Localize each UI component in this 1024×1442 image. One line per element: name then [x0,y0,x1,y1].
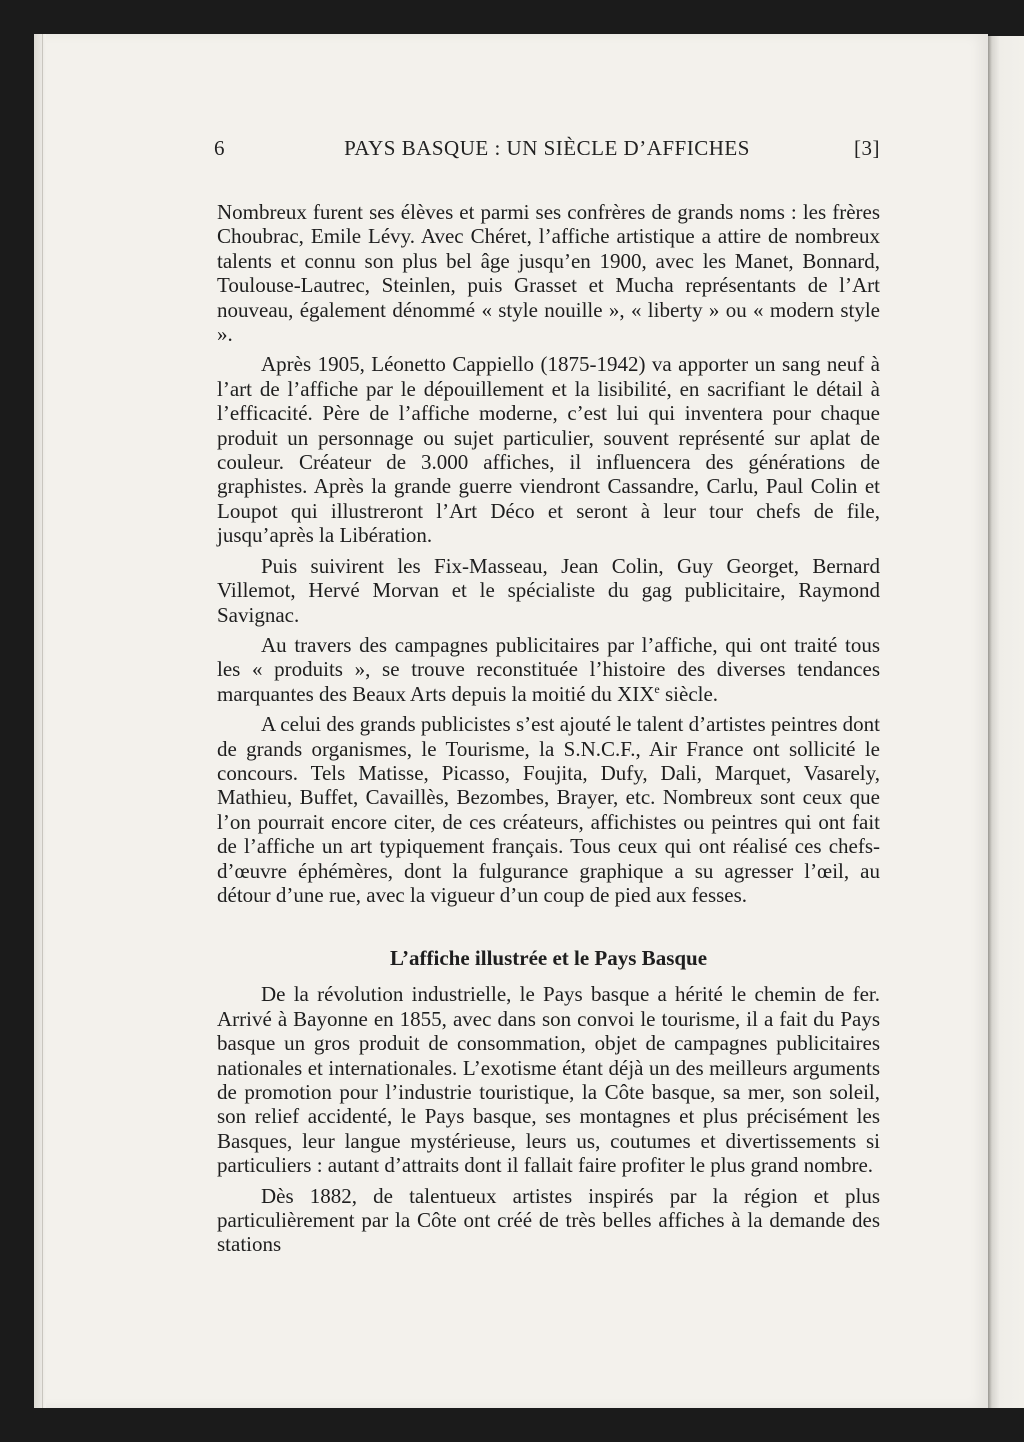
running-header [214,136,880,166]
page-binding-shadow [34,34,46,1408]
next-page-edge [988,36,1024,1408]
paragraph-2: Après 1905, Léonetto Cappiello (1875-1942) va apporter un sang neuf à l’art de l’affiche par le dépouillement et la lisibilité, en sacrifiant le détail à l’efficacité. Père de l’affiche moderne, c’est lui qui inventera pour chaque produit un personnage ou sujet particulier, souvent représenté sur aplat de couleur. Créateur de 3.000 affiches, il influencera des générations de graphistes. Après la grande guerre viendront Cassandre, Carlu, Paul Colin et Loupot qui illustreront l’Art Déco et seront à leur tour chefs de file, jusqu’après la Libération. [217,352,880,548]
page-body [217,200,880,1263]
paragraph-4 [217,633,880,706]
paragraph-4-text: Au travers des campagnes publicitaires par l’affiche, qui ont traité tous les « produits », se trouve reconstituée l’histoire des diverses tendances marquantes des Beaux Arts depuis la moitié du XIX [217,632,880,706]
running-title: PAYS BASQUE : UN SIÈCLE D’AFFICHES [344,136,750,160]
paragraph-4-end: siècle. [659,681,719,706]
page-edge-line [42,34,43,1408]
page-reference: [3] [854,136,880,160]
paragraph-6: De la révolution industrielle, le Pays basque a hérité le chemin de fer. Arrivé à Bayonne en 1855, avec dans son convoi le tourisme, il a fait du Pays basque un gros produit de consommation, objet de campagnes publicitaires nationales et internationales. L’exotisme étant déjà un des meilleurs arguments de promotion pour l’industrie touristique, la Côte basque, sa mer, son soleil, son relief accidenté, le Pays basque, ses montagnes et plus précisément les Basques, leur langue mystérieuse, leurs us, coutumes et divertissements si particuliers : autant d’attraits dont il fallait faire profiter le plus grand nombre. [217,982,880,1178]
superscript-e: e [654,681,660,696]
section-heading: L’affiche illustrée et le Pays Basque [389,946,708,971]
paragraph-3: Puis suivirent les Fix-Masseau, Jean Colin, Guy Georget, Bernard Villemot, Hervé Morvan et le spécialiste du gag publicitaire, Raymond Savignac. [217,553,880,627]
paragraph-7: Dès 1882, de talentueux artistes inspirés par la région et plus particulièrement par la Côte ont créé de très belles affiches à la demande des stations [217,1183,880,1257]
page-number: 6 [214,136,225,160]
paragraph-1: Nombreux furent ses élèves et parmi ses confrères de grands noms : les frères Choubrac, Emile Lévy. Avec Chéret, l’affiche artistique a attire de nombreux talents et connu son plus bel âge jusqu’en 1900, avec les Manet, Bonnard, Toulouse-Lautrec, Steinlen, puis Grasset et Mucha représentants de l’Art nouveau, également dénommé « style nouille », « liberty » ou « modern style ». [217,200,880,347]
paragraph-5: A celui des grands publicistes s’est ajouté le talent d’artistes peintres dont de grands organismes, le Tourisme, la S.N.C.F., Air France ont sollicité le concours. Tels Matisse, Picasso, Foujita, Dufy, Dali, Marquet, Vasarely, Mathieu, Buffet, Cavaillès, Bezombes, Brayer, etc. Nombreux sont ceux que l’on pourrait encore citer, de ces créateurs, affichistes ou peintres qui ont fait de l’affiche un art typiquement français. Tous ceux qui ont réalisé ces chefs-d’œuvre éphémères, dont la fulgurance graphique a su agresser l’œil, au détour d’une rue, avec la vigueur d’un coup de pied aux fesses. [217,712,880,907]
